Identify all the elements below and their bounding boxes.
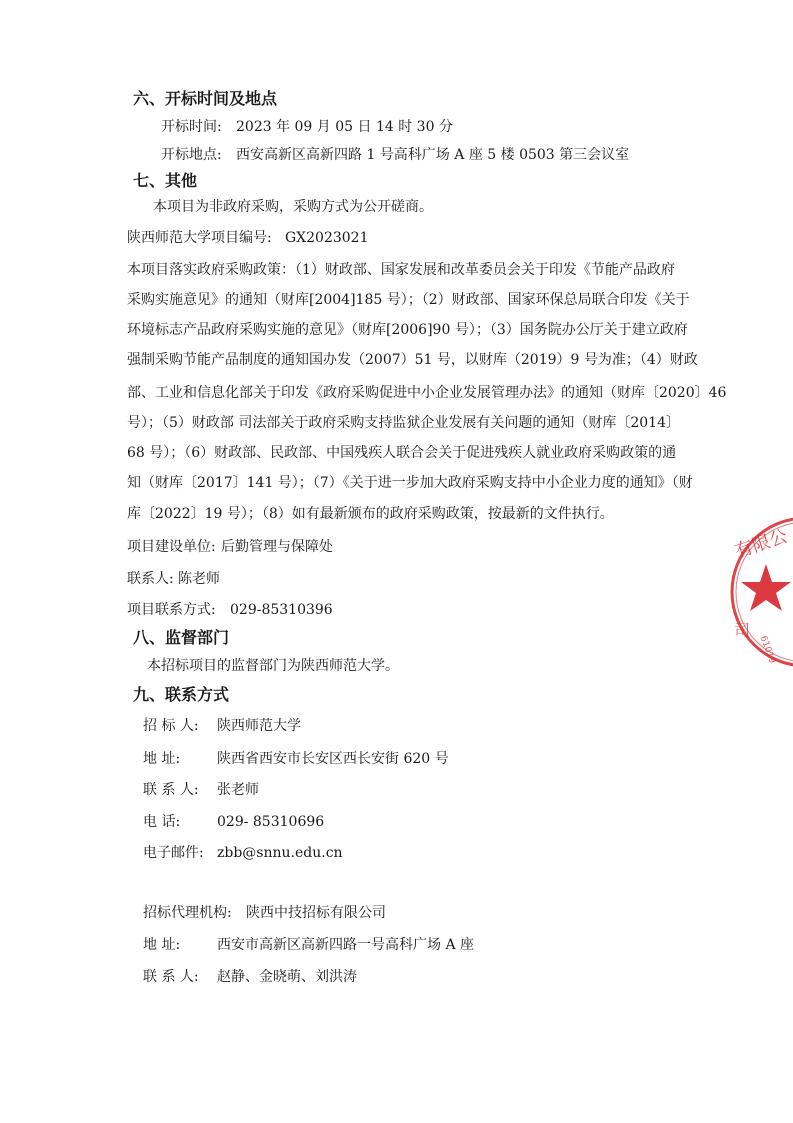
policy-line: 强制采购节能产品制度的通知国办发（2007）51 号，以财库（2019）9 号为准；（4）财政 — [127, 352, 698, 368]
bid-time-label: 开标时间: — [161, 119, 222, 135]
supervision-text: 本招标项目的监督部门为陕西师范大学。 — [147, 658, 399, 674]
tenderer-label: 招 标 人: — [143, 718, 199, 734]
section-9-title: 九、联系方式 — [133, 685, 230, 704]
section-8-title: 八、监督部门 — [133, 628, 230, 647]
svg-text:有限公: 有限公 — [732, 525, 791, 563]
bid-time-value: 2023 年 09 月 05 日 14 时 30 分 — [236, 119, 453, 135]
contact-label: 联系人: — [127, 571, 174, 587]
agency-contact-value: 赵静、金晓萌、刘洪涛 — [217, 969, 357, 985]
email-value: zbb@snnu.edu.cn — [217, 845, 343, 861]
agency-value: 陕西中技招标有限公司 — [246, 905, 386, 921]
telephone-value: 029- 85310696 — [217, 814, 325, 830]
seal-star-icon — [741, 564, 791, 611]
contact-value: 陈老师 — [178, 571, 220, 587]
policy-line: 库〔2022〕19 号）；（8）如有最新颁布的政府采购政策，按最新的文件执行。 — [127, 506, 614, 522]
agency-label: 招标代理机构: — [143, 905, 232, 921]
agency-address-value: 西安市高新区高新四路一号高科广场 A 座 — [217, 937, 475, 953]
agency-contact-label: 联 系 人: — [143, 969, 199, 985]
section-6-title: 六、开标时间及地点 — [133, 89, 278, 108]
contact-person-label: 联 系 人: — [143, 782, 199, 798]
telephone-label: 电 话: — [143, 814, 181, 830]
contact-person-value: 张老师 — [217, 782, 259, 798]
bid-place-label: 开标地点: — [161, 147, 222, 163]
policy-line: 部、工业和信息化部关于印发《政府采购促进中小企业发展管理办法》的通知（财库〔2020〕46 — [127, 385, 727, 401]
email-label: 电子邮件: — [143, 845, 204, 861]
project-number-label: 陕西师范大学项目编号: — [127, 230, 272, 246]
procurement-intro: 本项目为非政府采购，采购方式为公开磋商。 — [153, 199, 433, 215]
policy-line: 号）；（5）财政部 司法部关于政府采购支持监狱企业发展有关问题的通知（财库〔2014〕 — [127, 415, 680, 431]
bid-place-value: 西安高新区高新四路 1 号高科广场 A 座 5 楼 0503 第三会议室 — [236, 147, 630, 163]
project-number-value: GX2023021 — [285, 230, 369, 246]
builder-value: 后勤管理与保障处 — [221, 539, 333, 555]
policy-line: 本项目落实政府采购政策：（1）财政部、国家发展和改革委员会关于印发《节能产品政府 — [127, 262, 675, 278]
svg-text:61019: 61019 — [757, 634, 777, 665]
address-label: 地 址: — [143, 751, 181, 767]
policy-line: 知（财库〔2017〕141 号）；（7）《关于进一步加大政府采购支持中小企业力度的通知》（财 — [127, 475, 693, 491]
project-phone-value: 029-85310396 — [230, 602, 333, 618]
policy-line: 环境标志产品政府采购实施的意见》（财库[2006]90 号）；（3）国务院办公厅关于建立政府 — [127, 322, 688, 338]
tenderer-value: 陕西师范大学 — [217, 718, 301, 734]
svg-text:司: 司 — [734, 621, 751, 640]
policy-line: 采购实施意见》的通知（财库[2004]185 号）；（2）财政部、国家环保总局联合印发《关于 — [127, 292, 690, 308]
agency-address-label: 地 址: — [143, 937, 181, 953]
section-7-title: 七、其他 — [133, 171, 198, 190]
company-seal-stamp — [726, 512, 793, 672]
address-value: 陕西省西安市长安区西长安街 620 号 — [217, 751, 449, 767]
builder-label: 项目建设单位: — [127, 539, 216, 555]
project-phone-label: 项目联系方式: — [127, 602, 216, 618]
policy-line: 68 号）；（6）财政部、民政部、中国残疾人联合会关于促进残疾人就业政府采购政策的通 — [127, 445, 677, 461]
